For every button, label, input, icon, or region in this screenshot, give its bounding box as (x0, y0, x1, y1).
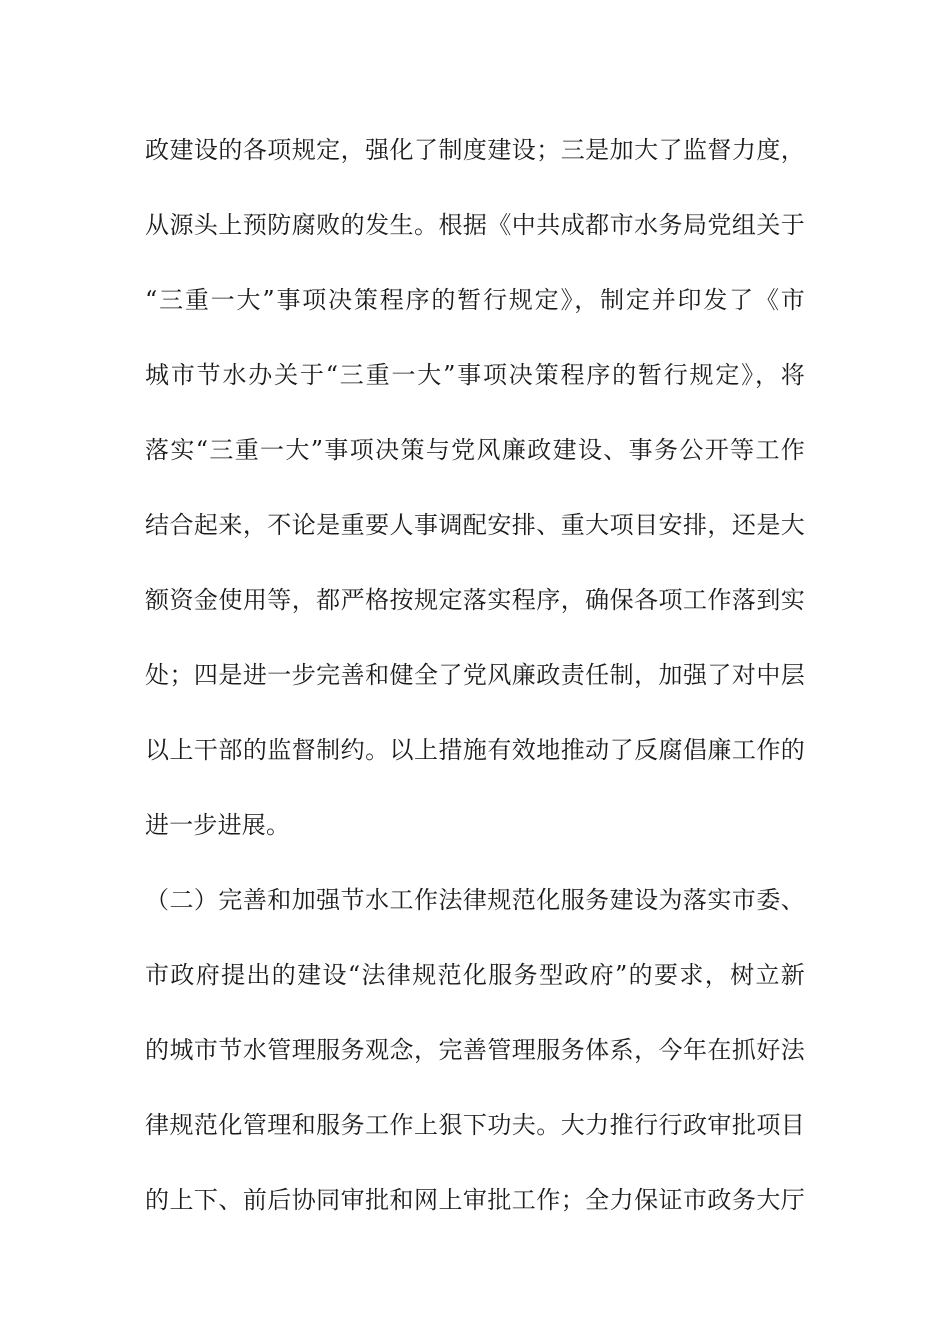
text-line: “三重一大”事项决策程序的暂行规定》，制定并印发了《市 (145, 286, 805, 314)
text-line: 律规范化管理和服务工作上狠下功夫。大力推行行政审批项目 (145, 1111, 805, 1139)
text-line: 落实“三重一大”事项决策与党风廉政建设、事务公开等工作 (145, 436, 805, 464)
text-line: 进一步进展。 (145, 811, 291, 839)
text-line: 结合起来，不论是重要人事调配安排、重大项目安排，还是大 (145, 511, 805, 539)
text-line: 处；四是进一步完善和健全了党风廉政责任制，加强了对中层 (145, 661, 805, 689)
section-heading-line: （二）完善和加强节水工作法律规范化服务建设为落实市委、 (145, 886, 805, 914)
text-line: 政建设的各项规定，强化了制度建设；三是加大了监督力度， (145, 136, 805, 164)
text-line: 城市节水办关于“三重一大”事项决策程序的暂行规定》，将 (145, 361, 805, 389)
text-line: 额资金使用等，都严格按规定落实程序，确保各项工作落到实 (145, 586, 805, 614)
text-line: 的城市节水管理服务观念，完善管理服务体系，今年在抓好法 (145, 1036, 805, 1064)
text-line: 以上干部的监督制约。以上措施有效地推动了反腐倡廉工作的 (145, 736, 805, 764)
text-line: 的上下、前后协同审批和网上审批工作；全力保证市政务大厅 (145, 1186, 805, 1214)
text-line: 市政府提出的建设“法律规范化服务型政府”的要求，树立新 (145, 961, 805, 989)
text-line: 从源头上预防腐败的发生。根据《中共成都市水务局党组关于 (145, 211, 805, 239)
